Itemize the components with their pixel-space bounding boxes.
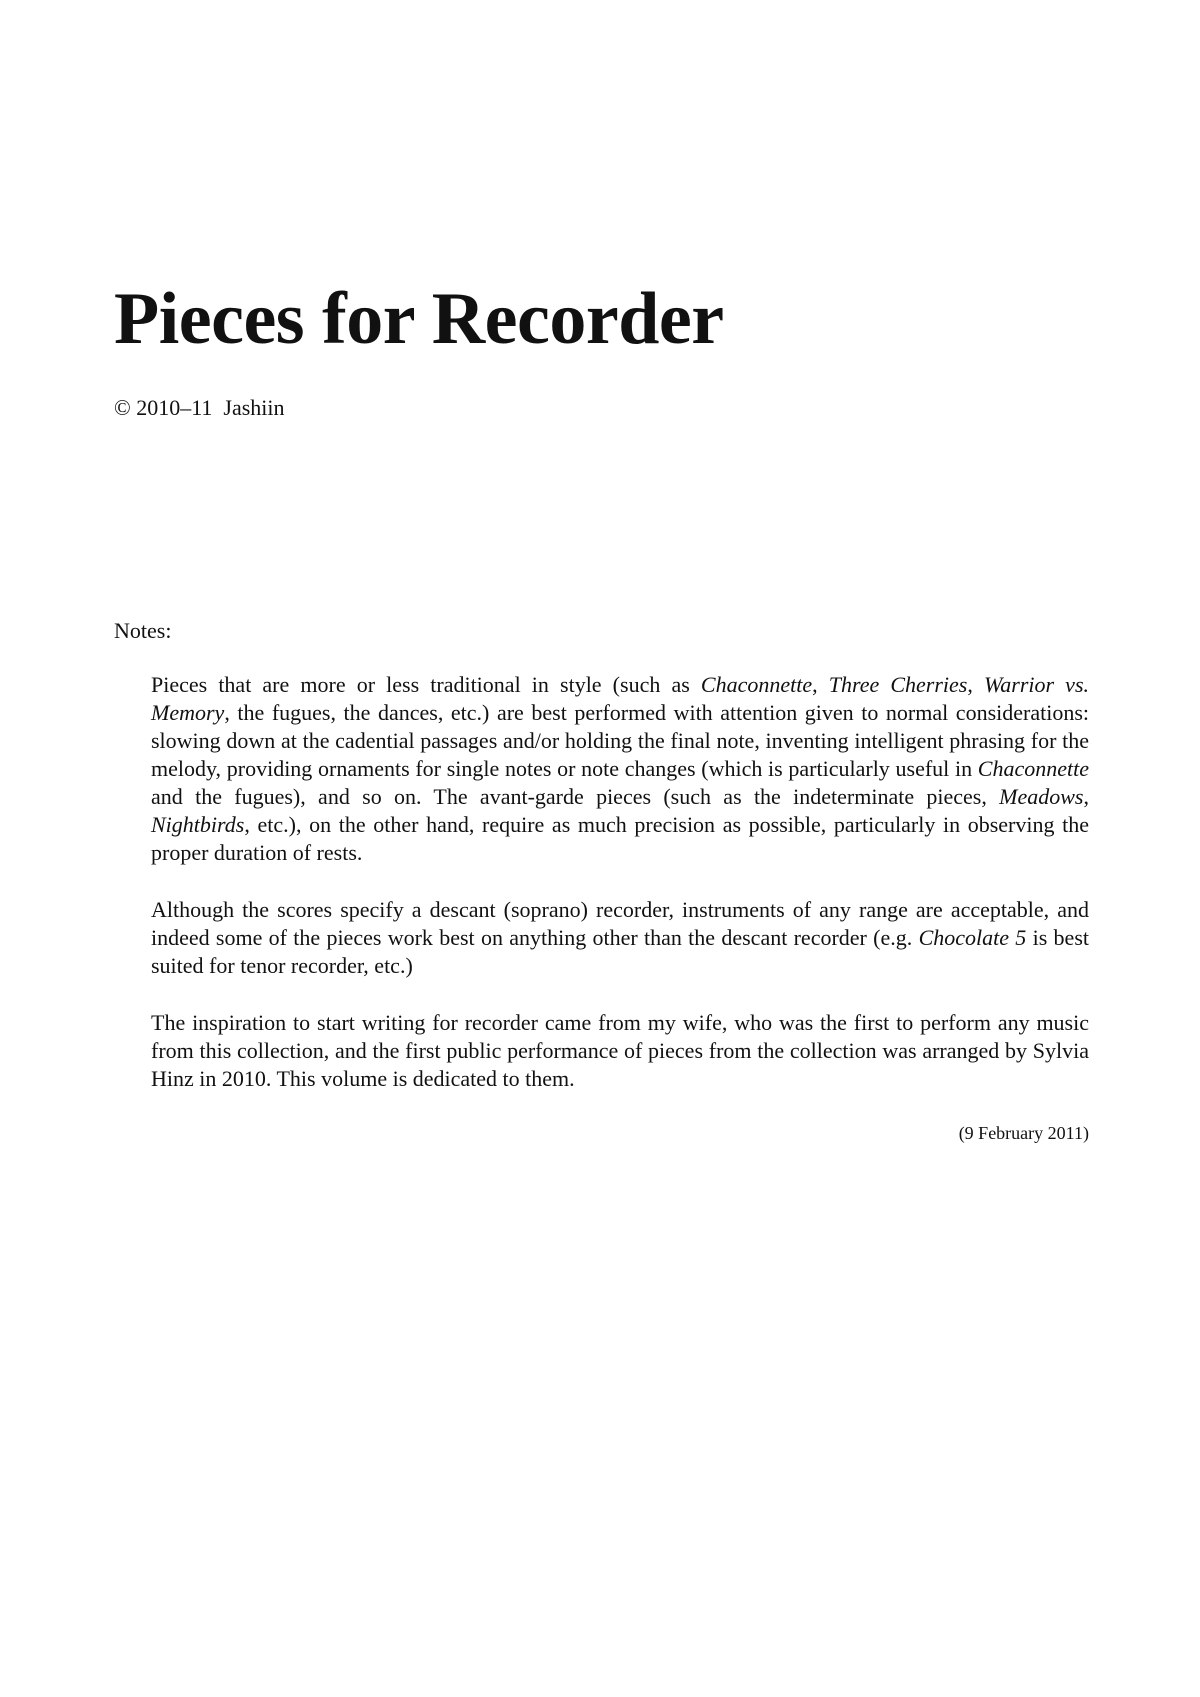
italic-title: Chaconnette	[977, 756, 1089, 781]
italic-title: Chocolate 5	[918, 925, 1027, 950]
paragraph-text: , etc.), on the other hand, require as much precision as possible, particularly in observing the proper duration of rests.	[151, 812, 1089, 865]
italic-title: Warrior vs. Memory	[151, 672, 1090, 725]
italic-title: Chaconnette	[700, 672, 813, 697]
paragraph-text: ,	[1083, 784, 1089, 809]
note-date: (9 February 2011)	[958, 1123, 1089, 1143]
notes-body	[151, 671, 1089, 1144]
notes-paragraph	[151, 671, 1089, 867]
italic-title: Meadows	[999, 784, 1084, 809]
paragraph-text: Pieces that are more or less traditional in style (such as	[151, 672, 701, 697]
paragraph-text: and the fugues), and so on. The avant-garde pieces (such as the indeterminate pieces,	[151, 784, 1000, 809]
paragraph-text: is best suited for tenor recorder, etc.)	[151, 925, 1089, 978]
notes-paragraph	[151, 896, 1089, 980]
paragraph-text: ,	[812, 672, 829, 697]
paragraph-text: The inspiration to start writing for recorder came from my wife, who was the first to perform any music from this collection, and the first public performance of pieces from the collection was arranged by Sylvia Hinz in 2010. This volume is dedicated to them.	[151, 1010, 1089, 1091]
italic-title: Nightbirds	[151, 812, 245, 837]
notes-heading: Notes:	[114, 618, 172, 643]
paragraph-text: Although the scores specify a descant (soprano) recorder, instruments of any range are acceptable, and indeed some of the pieces work best on anything other than the descant recorder (e.g.	[151, 897, 1089, 950]
notes-paragraph	[151, 1009, 1089, 1093]
copyright-line: © 2010–11 Jashiin	[114, 395, 285, 420]
document-title: Pieces for Recorder	[114, 278, 724, 360]
paragraph-text: , the fugues, the dances, etc.) are best performed with attention given to normal considerations: slowing down at the cadential passages and/or holding the final note, inventing intelligent phrasing for the melody, providing ornaments for single notes or note changes (which is particularly useful in	[151, 700, 1089, 781]
italic-title: Three Cherries	[828, 672, 968, 697]
paragraph-text: ,	[967, 672, 984, 697]
